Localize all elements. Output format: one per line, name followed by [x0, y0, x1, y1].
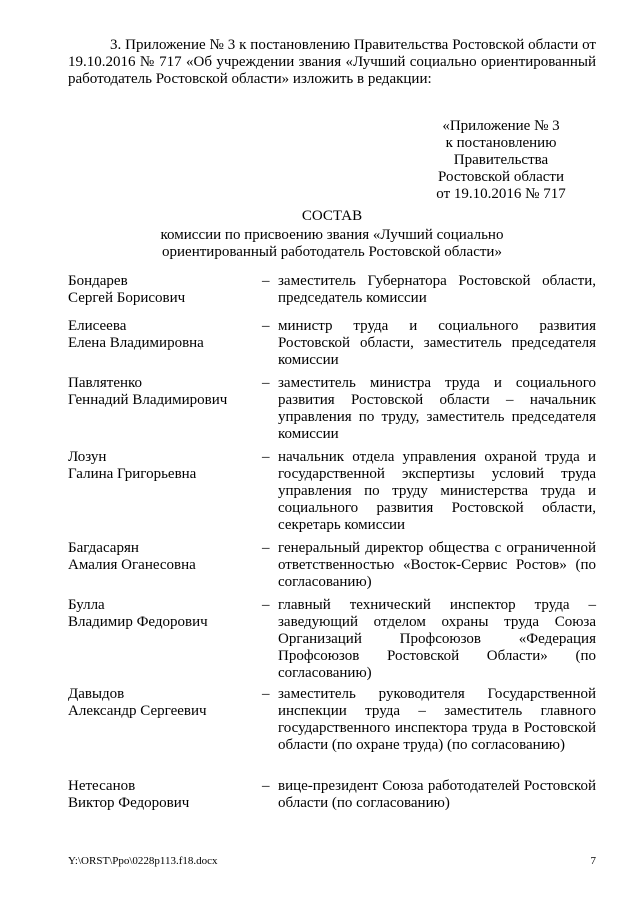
member-surname: Елисеева	[68, 318, 127, 334]
member-name	[68, 449, 258, 483]
member-name	[68, 778, 258, 812]
member-given-name: Александр Сергеевич	[68, 703, 207, 719]
member-dash: –	[262, 597, 270, 613]
member-dash: –	[262, 686, 270, 702]
member-given-name: Галина Григорьевна	[68, 466, 197, 482]
appendix-line: Правительства	[453, 152, 549, 168]
member-given-name: Геннадий Владимирович	[68, 392, 228, 408]
intro-paragraph	[68, 37, 596, 88]
member-dash: –	[262, 375, 270, 391]
member-name	[68, 686, 258, 720]
member-given-name: Владимир Федорович	[68, 614, 208, 630]
member-dash: –	[262, 778, 270, 794]
member-role: вице-президент Союза работодателей Ростовской области (по согласованию)	[278, 778, 596, 811]
member-role: министр труда и социального развития Ростовской области, заместитель председателя комиссии	[278, 318, 596, 368]
member-surname: Нетесанов	[68, 778, 136, 794]
member-surname: Лозун	[68, 449, 107, 465]
member-role: главный технический инспектор труда – заведующий отделом охраны труда Союза Организаций Профсоюзов «Федерация Профсоюзов Ростовской Области» (по согласованию)	[278, 597, 596, 681]
member-given-name: Елена Владимировна	[68, 335, 204, 351]
member-surname: Булла	[68, 597, 105, 613]
member-surname: Давыдов	[68, 686, 125, 702]
member-dash: –	[262, 540, 270, 556]
file-path: Y:\ORST\Ppo\0228p113.f18.docx	[68, 855, 218, 867]
member-name	[68, 597, 258, 631]
member-name	[68, 318, 258, 352]
intro-text: 3. Приложение № 3 к постановлению Правительства Ростовской области от 19.10.2016 № 717 «Об учреждении звания «Лучший социально ориентированный работодатель Ростовской области» изложить в редакции:	[68, 37, 596, 87]
member-given-name: Виктор Федорович	[68, 795, 190, 811]
member-role: начальник отдела управления охраной труда и государственной экспертизы условий труда управления по труду министерства труда и социального развития Ростовской области, секретарь комиссии	[278, 449, 596, 533]
appendix-line: к постановлению	[445, 135, 557, 151]
member-surname: Павлятенко	[68, 375, 143, 391]
member-name	[68, 273, 258, 307]
member-dash: –	[262, 273, 270, 289]
member-surname: Багдасарян	[68, 540, 139, 556]
appendix-line: Ростовской области	[438, 169, 564, 185]
member-name	[68, 540, 258, 574]
title-heading: СОСТАВ	[301, 208, 363, 224]
member-surname: Бондарев	[68, 273, 128, 289]
member-role: генеральный директор общества с ограниченной ответственностью «Восток-Сервис Ростов» (по согласованию)	[278, 540, 596, 590]
member-dash: –	[262, 318, 270, 334]
member-given-name: Сергей Борисович	[68, 290, 186, 306]
page-number: 7	[590, 855, 596, 867]
member-role: заместитель Губернатора Ростовской области, председатель комиссии	[278, 273, 596, 306]
member-role: заместитель министра труда и социального развития Ростовской области – начальник управления по труду, заместитель председателя комиссии	[278, 375, 596, 442]
appendix-line: «Приложение № 3	[442, 118, 560, 134]
title-line-1: комиссии по присвоению звания «Лучший социально	[160, 227, 504, 243]
member-role: заместитель руководителя Государственной инспекции труда – заместитель главного государственного инспектора труда в Ростовской области (по охране труда) (по согласованию)	[278, 686, 596, 753]
document-title	[68, 208, 596, 261]
member-dash: –	[262, 449, 270, 465]
appendix-line: от 19.10.2016 № 717	[436, 186, 566, 202]
title-line-2: ориентированный работодатель Ростовской области»	[162, 244, 502, 260]
appendix-header	[416, 118, 586, 203]
member-name	[68, 375, 258, 409]
member-given-name: Амалия Оганесовна	[68, 557, 196, 573]
